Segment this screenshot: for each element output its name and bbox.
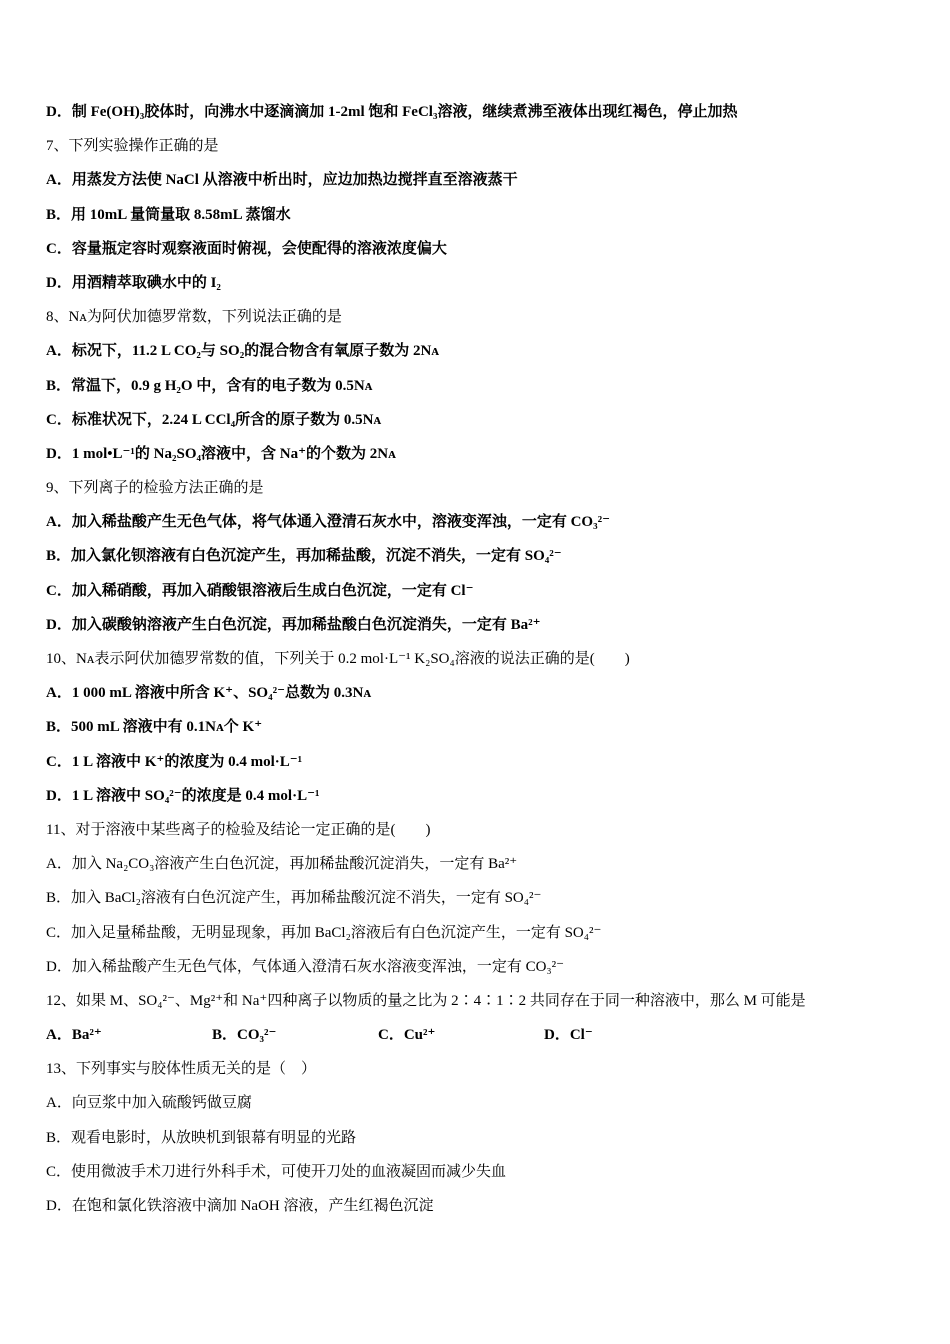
answer-option: D．在饱和氯化铁溶液中滴加 NaOH 溶液，产生红褐色沉淀 — [46, 1198, 434, 1214]
answer-option: B．500 mL 溶液中有 0.1Nᴀ个 K⁺ — [46, 719, 263, 736]
answer-option: C．加入稀硝酸，再加入硝酸银溶液后生成白色沉淀，一定有 Cl⁻ — [46, 582, 474, 599]
question-stem: 7、下列实验操作正确的是 — [46, 138, 219, 155]
answer-option: C．容量瓶定容时观察液面时俯视，会使配得的溶液浓度偏大 — [46, 240, 447, 257]
answer-option: D．加入稀盐酸产生无色气体，气体通入澄清石灰水溶液变浑浊，一定有 CO₃²⁻ — [46, 958, 565, 975]
answer-option: B．加入氯化钡溶液有白色沉淀产生，再加稀盐酸，沉淀不消失，一定有 SO₄²⁻ — [46, 548, 562, 565]
answer-option: C．加入足量稀盐酸，无明显现象，再加 BaCl₂溶液后有白色沉淀产生，一定有 SO₄²⁻ — [46, 924, 602, 941]
q12-option-b: B．CO₃²⁻ — [212, 1027, 277, 1044]
q12-option-c: C．Cu²⁺ — [378, 1027, 436, 1044]
answer-option: C．使用微波手术刀进行外科手术，可使开刀处的血液凝固而减少失血 — [46, 1163, 507, 1180]
answer-option: A．向豆浆中加入硫酸钙做豆腐 — [46, 1095, 252, 1112]
answer-option: C．标准状况下，2.24 L CCl₄所含的原子数为 0.5Nᴀ — [46, 411, 382, 428]
answer-option: D．制 Fe(OH)₃胶体时，向沸水中逐滴滴加 1-2ml 饱和 FeCl₃溶液，继续煮沸至液体出现红褐色，停止加热 — [46, 104, 738, 120]
answer-option: D．1 mol•L⁻¹的 Na₂SO₄溶液中，含 Na⁺的个数为 2Nᴀ — [46, 445, 396, 462]
question-stem: 9、下列离子的检验方法正确的是 — [46, 480, 264, 497]
q12-option-d: D．Cl⁻ — [544, 1027, 593, 1044]
answer-option: A．标况下，11.2 L CO₂与 SO₂的混合物含有氧原子数为 2Nᴀ — [46, 343, 440, 360]
answer-option: A．1 000 mL 溶液中所含 K⁺、SO₄²⁻总数为 0.3Nᴀ — [46, 685, 372, 702]
answer-option: D．1 L 溶液中 SO₄²⁻的浓度是 0.4 mol·L⁻¹ — [46, 787, 320, 804]
answer-option: C．1 L 溶液中 K⁺的浓度为 0.4 mol·L⁻¹ — [46, 753, 303, 770]
answer-option: B．加入 BaCl₂溶液有白色沉淀产生，再加稀盐酸沉淀不消失，一定有 SO₄²⁻ — [46, 890, 542, 907]
question-stem: 8、Nᴀ为阿伏加德罗常数，下列说法正确的是 — [46, 309, 342, 326]
question-stem: 12、如果 M、SO₄²⁻、Mg²⁺和 Na⁺四种离子以物质的量之比为 2∶4∶1∶2 共同存在于同一种溶液中，那么 M 可能是 — [46, 992, 806, 1009]
q12-option-a: A．Ba²⁺ — [46, 1027, 102, 1044]
exam-page — [46, 100, 926, 1228]
question-stem: 11、对于溶液中某些离子的检验及结论一定正确的是( ) — [46, 821, 431, 838]
q12-options — [46, 1023, 926, 1057]
answer-option: B．观看电影时，从放映机到银幕有明显的光路 — [46, 1129, 357, 1146]
question-13-lines — [46, 1057, 926, 1228]
question-stem: 10、Nᴀ表示阿伏加德罗常数的值，下列关于 0.2 mol·L⁻¹ K₂SO₄溶液的说法正确的是( ) — [46, 651, 630, 667]
answer-option: A．加入稀盐酸产生无色气体，将气体通入澄清石灰水中，溶液变浑浊，一定有 CO₃²⁻ — [46, 514, 610, 531]
answer-option: A．加入 Na₂CO₃溶液产生白色沉淀，再加稀盐酸沉淀消失，一定有 Ba²⁺ — [46, 856, 518, 873]
answer-option: A．用蒸发方法使 NaCl 从溶液中析出时，应边加热边搅拌直至溶液蒸干 — [46, 172, 518, 189]
answer-option: B．常温下，0.9 g H₂O 中，含有的电子数为 0.5Nᴀ — [46, 377, 373, 394]
answer-option: B．用 10mL 量筒量取 8.58mL 蒸馏水 — [46, 206, 291, 223]
question-stem: 13、下列事实与胶体性质无关的是（ ） — [46, 1061, 317, 1078]
answer-option: D．加入碳酸钠溶液产生白色沉淀，再加稀盐酸白色沉淀消失，一定有 Ba²⁺ — [46, 616, 541, 633]
answer-option: D．用酒精萃取碘水中的 I₂ — [46, 274, 221, 291]
question-lines — [46, 100, 926, 1023]
